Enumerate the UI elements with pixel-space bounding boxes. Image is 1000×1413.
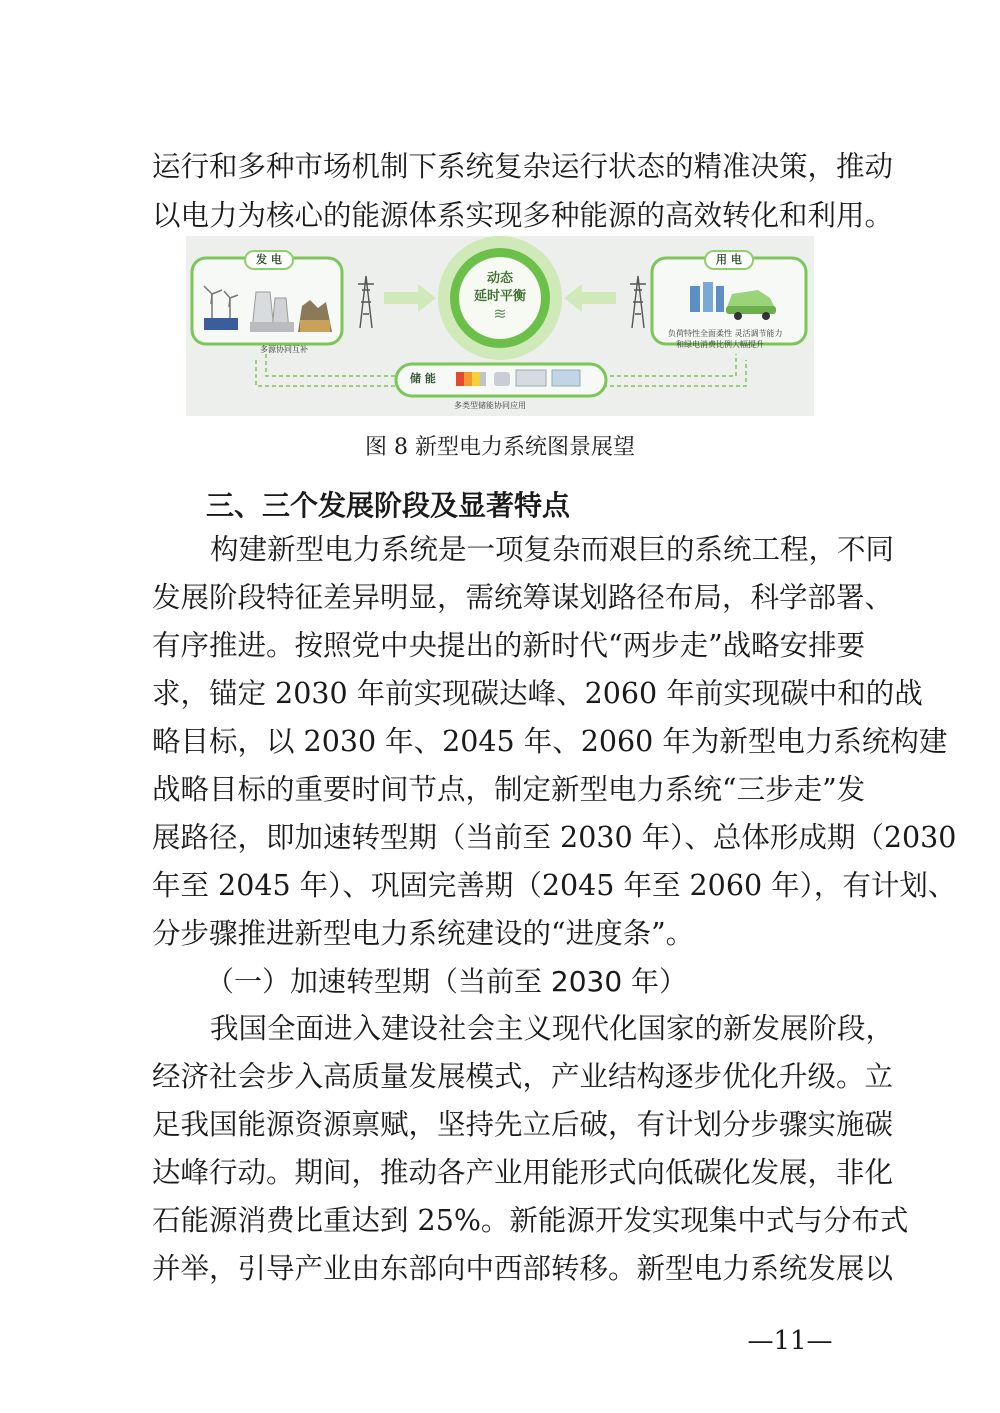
- center-label-line2: 延时平衡: [473, 289, 526, 304]
- battery-icon: [456, 372, 486, 386]
- text-line: 求，锚定 2030 年前实现碳达峰、2060 年前实现碳中和的战: [152, 677, 923, 710]
- figure-power-system-vision: [186, 236, 814, 416]
- text-line: 构建新型电力系统是一项复杂而艰巨的系统工程，不同: [210, 533, 895, 566]
- text-line: 分步骤推进新型电力系统建设的“进度条”。: [152, 917, 695, 950]
- text-line: 经济社会步入高质量发展模式，产业结构逐步优化升级。立: [152, 1060, 894, 1093]
- charging-station-icon: [690, 282, 724, 312]
- flow-line: [256, 360, 416, 386]
- text-line: 展路径，即加速转型期（当前至 2030 年）、总体形成期（2030: [152, 821, 957, 854]
- page-number: —11—: [747, 1326, 833, 1356]
- flow-line: [596, 360, 746, 386]
- consumption-note-line1: 负荷特性全面柔性 灵活调节能力: [668, 329, 783, 338]
- text-line: 我国全面进入建设社会主义现代化国家的新发展阶段，: [210, 1012, 895, 1045]
- subsection-heading: （一）加速转型期（当前至 2030 年）: [206, 965, 688, 998]
- generation-label: 发 电: [244, 250, 294, 270]
- flow-line: [596, 354, 736, 376]
- text-line: 有序推进。按照党中央提出的新时代“两步走”战略安排要: [152, 629, 866, 662]
- text-line: 年至 2045 年）、巩固完善期（2045 年至 2060 年），有计划、: [152, 869, 957, 902]
- pumped-storage-icon: [552, 370, 580, 386]
- storage-container-icon: [516, 370, 546, 386]
- text-line: 发展阶段特征差异明显，需统筹谋划路径布局，科学部署、: [152, 581, 894, 614]
- consumption-note-line2: 和绿电消费比例大幅提升: [676, 340, 764, 349]
- consumption-label: 用 电: [704, 250, 754, 270]
- text-line: 略目标，以 2030 年、2045 年、2060 年为新型电力系统构建: [152, 725, 948, 758]
- text-line: 并举，引导产业由东部向中西部转移。新型电力系统发展以: [152, 1252, 894, 1285]
- hydrogen-tank-icon: [494, 372, 510, 386]
- flow-line: [266, 354, 416, 376]
- text-line: 石能源消费比重达到 25%。新能源开发实现集中式与分布式: [152, 1204, 909, 1237]
- transmission-tower-icon: [630, 276, 646, 328]
- text-line: 战略目标的重要时间节点，制定新型电力系统“三步走”发: [152, 773, 866, 806]
- arrow-left-icon: [564, 284, 616, 312]
- text-line: 运行和多种市场机制下系统复杂运行状态的精准决策，推动: [152, 150, 894, 183]
- storage-label: 储 能: [410, 372, 436, 385]
- text-line: 达峰行动。期间，推动各产业用能形式向低碳化发展，非化: [152, 1156, 894, 1189]
- figure-caption: 图 8 新型电力系统图景展望: [365, 435, 635, 460]
- text-line: 足我国能源资源禀赋，坚持先立后破，有计划分步骤实施碳: [152, 1108, 894, 1141]
- generation-note: 多源协同互补: [260, 345, 308, 354]
- section-heading: 三、三个发展阶段及显著特点: [206, 489, 571, 522]
- balance-wave-icon: ≋: [493, 304, 507, 323]
- transmission-tower-icon: [358, 276, 374, 328]
- arrow-right-icon: [384, 284, 436, 312]
- storage-note: 多类型储能协同应用: [454, 401, 526, 410]
- solar-panel-icon: [204, 318, 238, 330]
- text-line: 以电力为核心的能源体系实现多种能源的高效转化和利用。: [152, 199, 894, 232]
- center-label-line1: 动态: [486, 271, 513, 286]
